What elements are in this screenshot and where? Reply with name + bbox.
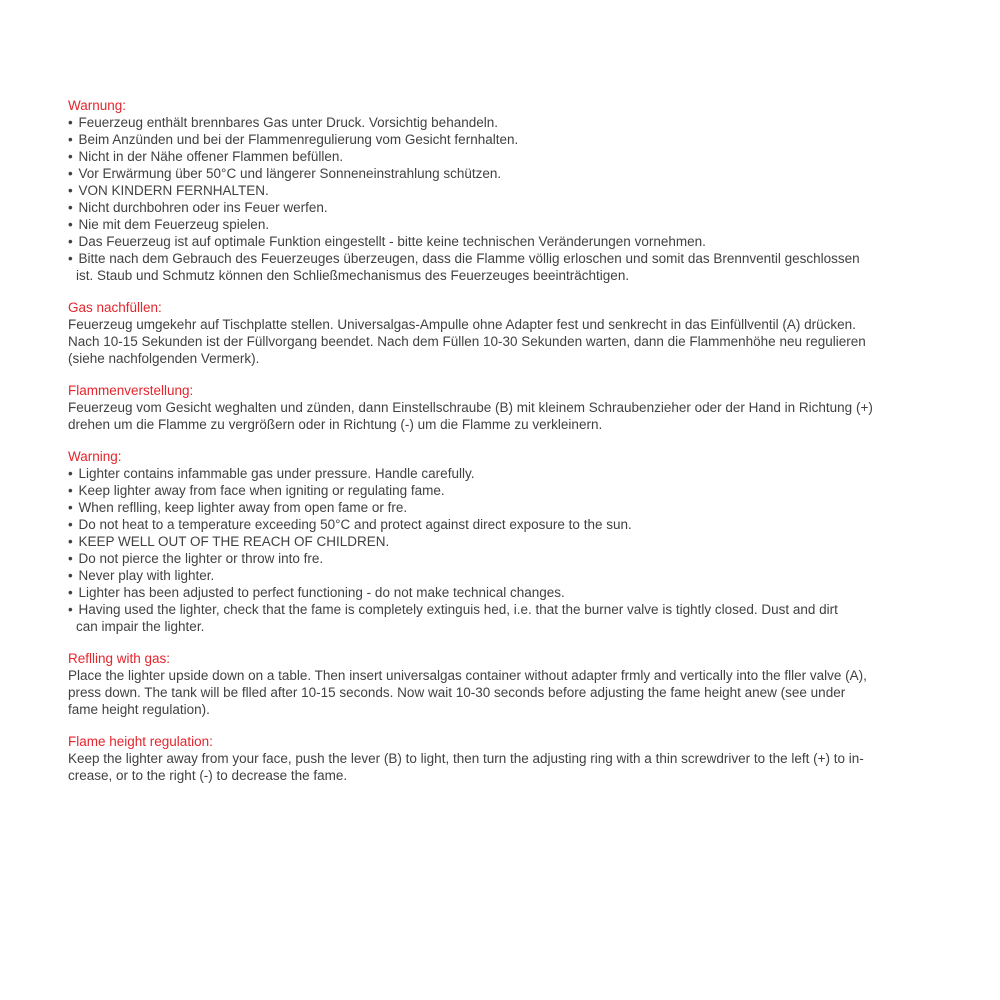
bullet-icon: • [68,483,79,498]
bullet-icon: • [68,568,79,583]
section [68,650,928,718]
text-line: drehen um die Flamme zu vergrößern oder in Richtung (-) um die Flamme zu verkleinern. [68,417,603,432]
text-line: Feuerzeug umgekehr auf Tischplatte stellen. Universalgas-Ampulle ohne Adapter fest und senkrecht in das Einfüllventil (A) drücken. [68,317,856,332]
bullet-icon: • [68,602,79,617]
bullet-icon: • [68,551,79,566]
section-heading: Flammenverstellung: [68,383,194,398]
bullet-line: • Feuerzeug enthält brennbares Gas unter Druck. Vorsichtig behandeln. [68,115,498,130]
bullet-line: • Lighter has been adjusted to perfect functioning - do not make technical changes. [68,585,565,600]
instruction-document [68,97,928,784]
bullet-icon: • [68,534,79,549]
bullet-icon: • [68,217,79,232]
text-line: Place the lighter upside down on a table. Then insert universalgas container without adapter frmly and vertically into the fller valve (A), [68,668,867,683]
section-heading: Warning: [68,449,122,464]
section [68,448,928,635]
section-heading: Warnung: [68,98,127,113]
text-line: can impair the lighter. [76,619,205,634]
bullet-line: • Das Feuerzeug ist auf optimale Funktion eingestellt - bitte keine technischen Veränderungen vornehmen. [68,234,706,249]
section [68,382,928,433]
section [68,97,928,284]
bullet-line: • Beim Anzünden und bei der Flammenregulierung vom Gesicht fernhalten. [68,132,519,147]
bullet-icon: • [68,517,79,532]
section [68,733,928,784]
bullet-line: • Vor Erwärmung über 50°C und längerer Sonneneinstrahlung schützen. [68,166,502,181]
bullet-line: • KEEP WELL OUT OF THE REACH OF CHILDREN. [68,534,390,549]
text-line: (siehe nachfolgenden Vermerk). [68,351,260,366]
text-line: Feuerzeug vom Gesicht weghalten und zünden, dann Einstellschraube (B) mit kleinem Schraubenzieher oder der Hand in Richtung (+) [68,400,873,415]
bullet-icon: • [68,166,79,181]
bullet-line: • VON KINDERN FERNHALTEN. [68,183,269,198]
bullet-icon: • [68,200,79,215]
bullet-line: • Nicht in der Nähe offener Flammen befüllen. [68,149,344,164]
bullet-line: • Do not pierce the lighter or throw into fre. [68,551,324,566]
bullet-line: • Nie mit dem Feuerzeug spielen. [68,217,270,232]
section-heading: Reflling with gas: [68,651,171,666]
bullet-icon: • [68,500,79,515]
bullet-icon: • [68,234,79,249]
text-line: Keep the lighter away from your face, push the lever (B) to light, then turn the adjusting ring with a thin screwdriver to the left (+) to in- [68,751,864,766]
bullet-icon: • [68,115,79,130]
bullet-line: • Having used the lighter, check that the fame is completely extinguis hed, i.e. that the burner valve is tightly closed. Dust and dirt [68,602,838,617]
bullet-line: • When reflling, keep lighter away from open fame or fre. [68,500,408,515]
text-line: crease, or to the right (-) to decrease the fame. [68,768,348,783]
bullet-line: • Keep lighter away from face when igniting or regulating fame. [68,483,445,498]
bullet-icon: • [68,132,79,147]
text-line: ist. Staub und Schmutz können den Schließmechanismus des Feuerzeuges beeinträchtigen. [76,268,630,283]
bullet-line: • Bitte nach dem Gebrauch des Feuerzeuges überzeugen, dass die Flamme völlig erloschen und somit das Brennventil geschlossen [68,251,860,266]
bullet-icon: • [68,183,79,198]
bullet-icon: • [68,466,79,481]
section-heading: Gas nachfüllen: [68,300,162,315]
bullet-line: • Lighter contains infammable gas under pressure. Handle carefully. [68,466,475,481]
section [68,299,928,367]
text-line: press down. The tank will be flled after 10-15 seconds. Now wait 10-30 seconds before adjusting the fame height anew (see under [68,685,846,700]
bullet-icon: • [68,251,79,266]
bullet-line: • Do not heat to a temperature exceeding 50°C and protect against direct exposure to the sun. [68,517,632,532]
section-heading: Flame height regulation: [68,734,213,749]
bullet-line: • Nicht durchbohren oder ins Feuer werfen. [68,200,328,215]
bullet-icon: • [68,149,79,164]
bullet-line: • Never play with lighter. [68,568,215,583]
text-line: fame height regulation). [68,702,210,717]
text-line: Nach 10-15 Sekunden ist der Füllvorgang beendet. Nach dem Füllen 10-30 Sekunden warten, dann die Flammenhöhe neu regulieren [68,334,866,349]
bullet-icon: • [68,585,79,600]
